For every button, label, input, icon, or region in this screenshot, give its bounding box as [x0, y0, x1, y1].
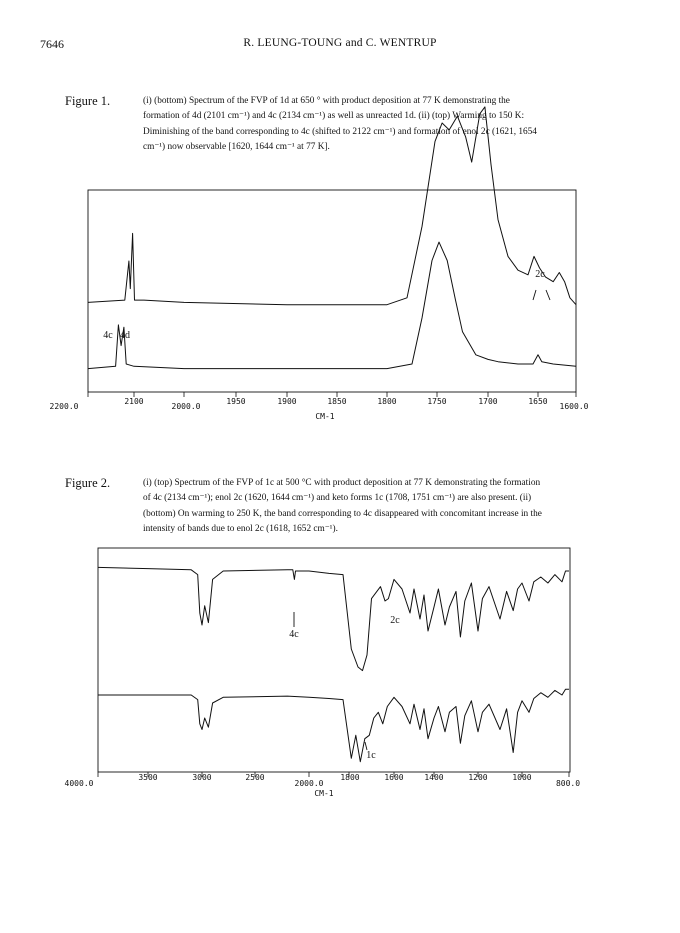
annotation-pointer — [533, 290, 536, 300]
x-tick-label: 1600.0 — [559, 402, 589, 411]
caption-line: intensity of bands due to enol 2c (1618, 1652 cm⁻¹). — [143, 524, 338, 535]
running-head: R. LEUNG-TOUNG and C. WENTRUP — [243, 37, 437, 49]
compound-label: 4c — [289, 629, 299, 640]
x-tick-label: 1200 — [468, 773, 488, 782]
x-tick-label: 2100 — [124, 397, 144, 406]
spectrum-line — [88, 242, 576, 369]
x-tick-label: 1900 — [277, 397, 297, 406]
x-tick-label: 2000.0 — [294, 779, 324, 788]
figure-1-label: Figure 1. — [65, 94, 111, 108]
x-tick-label: 2200.0 — [49, 402, 79, 411]
figure-2-label: Figure 2. — [65, 476, 111, 490]
x-tick-label: 800.0 — [555, 779, 581, 788]
compound-label: 2c — [535, 269, 545, 280]
figure-1-plot — [50, 107, 589, 421]
page-number: 7646 — [40, 37, 64, 51]
caption-line: (bottom) On warming to 250 K, the band corresponding to 4c disappeared with concomitant increase in the — [143, 508, 542, 519]
x-tick-label: 1850 — [327, 397, 347, 406]
caption-line: Diminishing of the band corresponding to 4c (shifted to 2122 cm⁻¹) and formation of enol 2c (1621, 1654 — [143, 126, 537, 137]
spectrum-line — [98, 567, 569, 670]
caption-line: of 4c (2134 cm⁻¹); enol 2c (1620, 1644 cm⁻¹) and keto forms 1c (1708, 1751 cm⁻¹) are also present. (ii) — [143, 493, 532, 504]
x-tick-label: 3500 — [138, 773, 158, 782]
spectrum-line — [98, 689, 569, 761]
x-tick-label: 2000.0 — [171, 402, 201, 411]
x-tick-label: 4000.0 — [64, 779, 94, 788]
annotation-pointer — [365, 742, 367, 750]
caption-line: cm⁻¹) now observable [1620, 1644 cm⁻¹ at 77 K]. — [143, 142, 330, 153]
plot-frame — [98, 548, 570, 772]
caption-line: (i) (top) Spectrum of the FVP of 1c at 500 °C with product deposition at 77 K demonstrating the formation — [143, 478, 541, 488]
spectrum-line — [88, 107, 576, 305]
caption-line: formation of 4d (2101 cm⁻¹) and 4c (2134 cm⁻¹) as well as unreacted 1d. (ii) (top) Warming to 150 K: — [143, 111, 525, 122]
caption-line: (i) (bottom) Spectrum of the FVP of 1d at 650 ° with product deposition at 77 K demonstrating the — [143, 96, 510, 106]
compound-label: 4d — [120, 330, 130, 341]
plot-frame — [88, 190, 576, 392]
x-tick-label: 2500 — [245, 773, 265, 782]
x-tick-label: 1800 — [377, 397, 397, 406]
x-tick-label: 1000 — [512, 773, 532, 782]
x-axis-title: CM-1 — [314, 789, 334, 798]
compound-label: 2c — [390, 615, 400, 626]
x-tick-label: 1400 — [424, 773, 444, 782]
x-tick-label: 1950 — [226, 397, 246, 406]
x-tick-label: 1700 — [478, 397, 498, 406]
annotation-pointer — [546, 290, 550, 300]
figure-2-plot — [65, 548, 581, 798]
x-axis-title: CM-1 — [315, 412, 335, 421]
x-tick-label: 1750 — [427, 397, 447, 406]
x-tick-label: 1650 — [528, 397, 548, 406]
x-tick-label: 1600 — [384, 773, 404, 782]
compound-label: 1c — [366, 750, 376, 761]
x-tick-label: 3000 — [192, 773, 212, 782]
compound-label: 4c — [103, 330, 113, 341]
x-tick-label: 1800 — [340, 773, 360, 782]
